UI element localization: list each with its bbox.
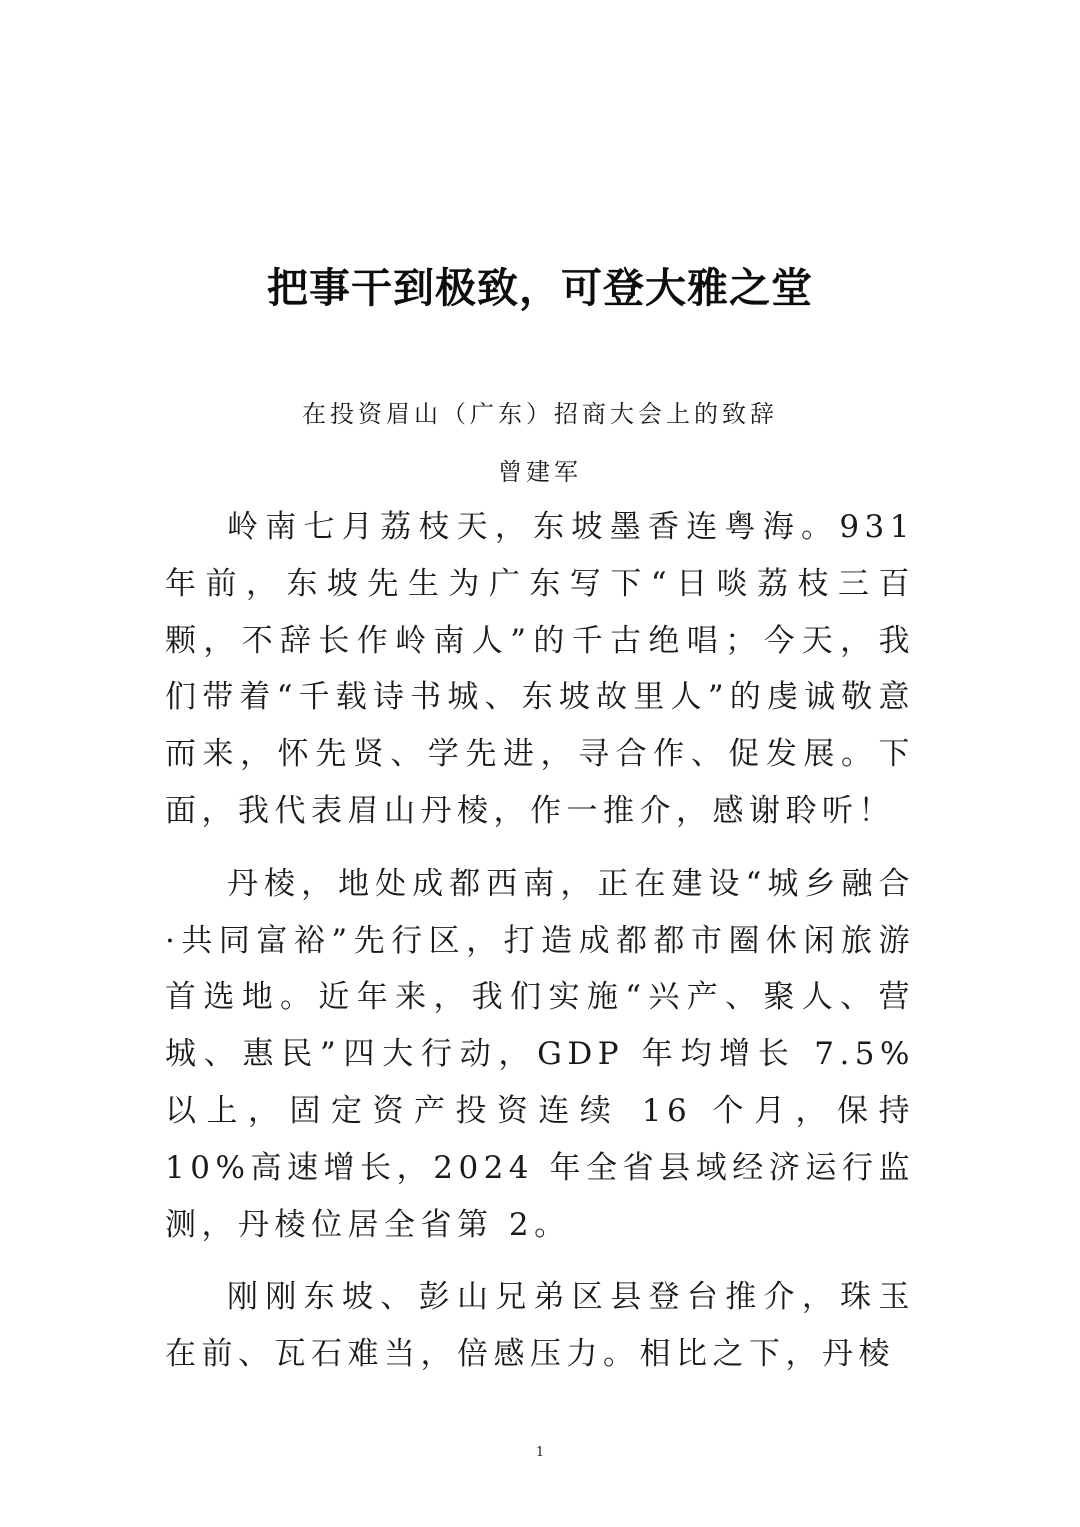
body-text [165,499,915,1399]
page-subtitle: 在投资眉山（广东）招商大会上的致辞 [302,400,778,428]
page-number: 1 [535,1445,545,1460]
paragraph-3: 刚刚东坡、彭山兄弟区县登台推介，珠玉在前、瓦石难当，倍感压力。相比之下，丹棱 [165,1279,915,1373]
paragraph-1: 岭南七月荔枝天，东坡墨香连粤海。931年前，东坡先生为广东写下“日啖荔枝三百颗，不辞长作岭南人”的千古绝唱；今天，我们带着“千载诗书城、东坡故里人”的虔诚敬意而来，怀先贤、学先进，寻合作、促发展。下面，我代表眉山丹棱，作一推介，感谢聆听！ [165,509,915,829]
paragraph-2: 丹棱，地处成都西南，正在建设“城乡融合·共同富裕”先行区，打造成都都市圈休闲旅游首选地。近年来，我们实施“兴产、聚人、营城、惠民”四大行动，GDP 年均增长 7.5%以上，固定资产投资连续 16 个月，保持 10%高速增长，2024 年全省县域经济运行监测，丹棱位居全省第 2。 [165,865,915,1243]
page-title: 把事干到极致，可登大雅之堂 [267,264,813,312]
author-name: 曾建军 [498,458,582,486]
